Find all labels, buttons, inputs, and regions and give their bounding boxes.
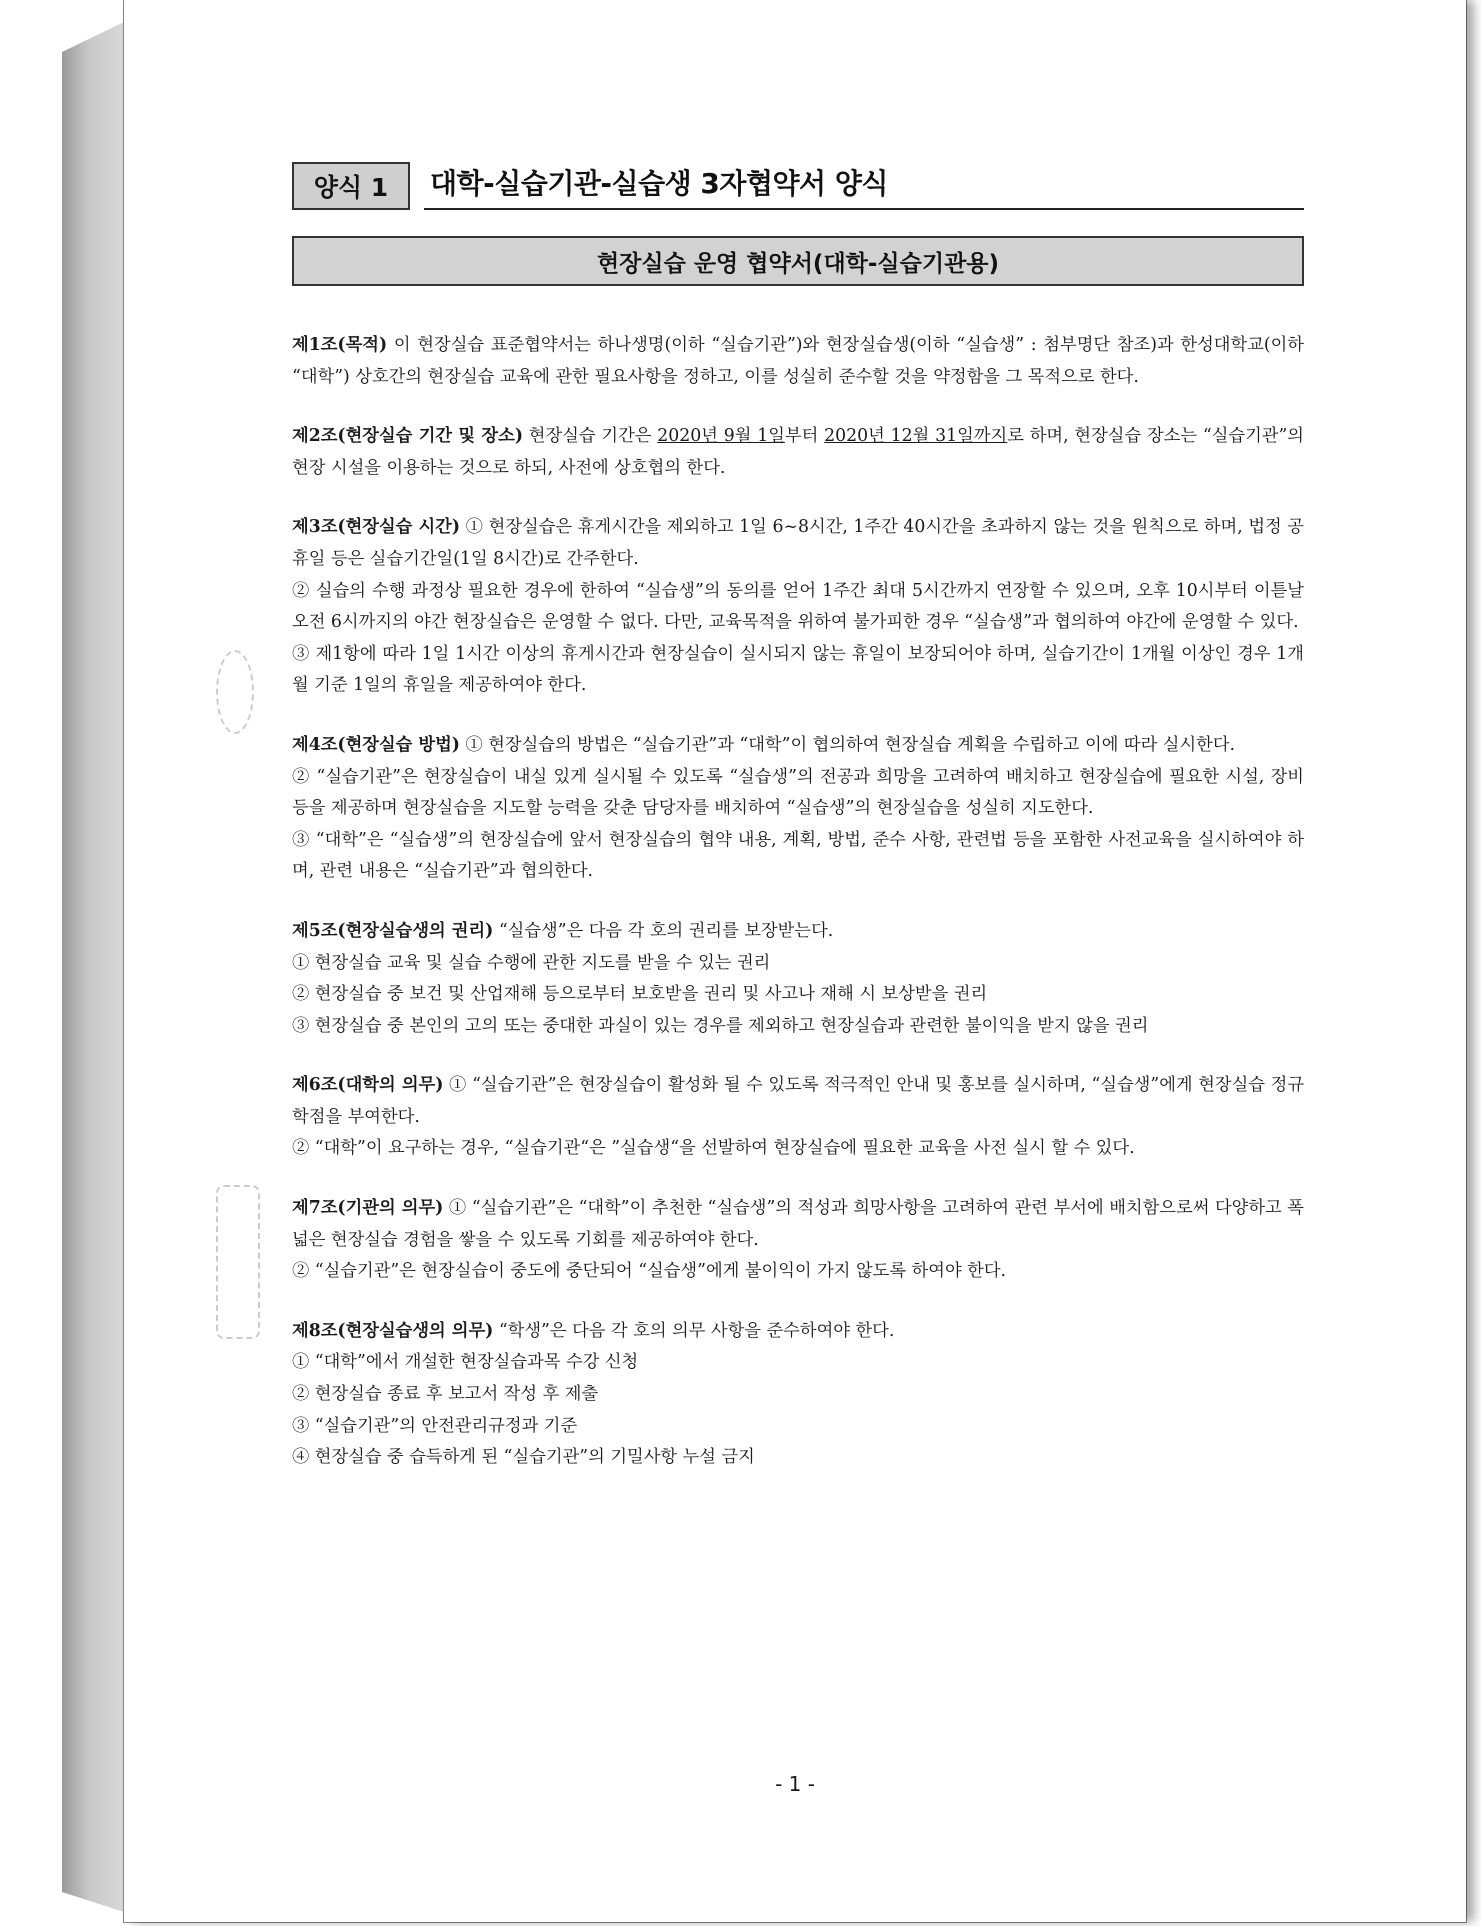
article-paragraph: ① “대학”에서 개설한 현장실습과목 수강 신청 (292, 1352, 639, 1373)
article-6 (292, 1070, 1304, 1165)
article-paragraph: ② 실습의 수행 과정상 필요한 경우에 한하여 “실습생”의 동의를 얻어 1주간 최대 5시간까지 연장할 수 있으며, 오후 10시부터 이튿날 오전 6시까지의 야간 현장실습은 운영할 수 없다. 다만, 교육목적을 위하여 불가피한 경우 “실습생”과 협의하여 야간에 운영할 수 있다. (292, 580, 1304, 633)
page-number: - 1 - (775, 1772, 815, 1796)
book-spine (62, 22, 124, 1912)
form-number-badge: 양식 1 (292, 162, 410, 210)
article-text: 부터 (784, 426, 825, 447)
articles (292, 330, 1304, 1474)
article-5 (292, 916, 1304, 1042)
form-title: 대학-실습기관-실습생 3자협약서 양식 (424, 162, 1304, 210)
article-text: ① 현장실습의 방법은 “실습기관”과 “대학”이 협의하여 현장실습 계획을 수립하고 이에 따라 실시한다. (459, 734, 1236, 755)
form-header (292, 160, 1304, 210)
article-7 (292, 1193, 1304, 1288)
article-paragraph: ④ 현장실습 중 습득하게 된 “실습기관”의 기밀사항 누설 금지 (292, 1447, 755, 1468)
article-paragraph: ② “실습기관”은 현장실습이 내실 있게 실시될 수 있도록 “실습생”의 전공과 희망을 고려하여 배치하고 현장실습에 필요한 시설, 장비 등을 제공하며 현장실습을 지도할 능력을 갖춘 담당자를 배치하여 “실습생”의 현장실습을 성실히 지도한다. (292, 766, 1304, 819)
article-text: “실습생”은 다음 각 호의 권리를 보장받는다. (493, 920, 834, 941)
article-heading: 제2조(현장실습 기간 및 장소) (292, 426, 523, 447)
article-paragraph: ③ “대학”은 “실습생”의 현장실습에 앞서 현장실습의 협약 내용, 계획, 방법, 준수 사항, 관련법 등을 포함한 사전교육을 실시하여야 하며, 관련 내용은 “실습기관”과 협의한다. (292, 829, 1304, 882)
article-paragraph: ② 현장실습 종료 후 보고서 작성 후 제출 (292, 1384, 599, 1405)
article-3 (292, 512, 1304, 702)
article-8 (292, 1316, 1304, 1474)
article-4 (292, 730, 1304, 888)
article-2 (292, 421, 1304, 484)
article-text: 로 하며, 현장실습 장소는 “실습기관”의 현장 시설을 이용하는 것으로 하되, 사전에 상호협의 한다. (292, 426, 1304, 478)
article-heading: 제3조(현장실습 시간) (292, 517, 461, 538)
article-text: ① 현장실습은 휴게시간을 제외하고 1일 6~8시간, 1주간 40시간을 초과하지 않는 것을 원칙으로 하며, 법정 공휴일 등은 실습기간일(1일 8시간)로 간주한다. (292, 517, 1304, 569)
article-heading: 제4조(현장실습 방법) (292, 734, 460, 755)
article-heading: 제5조(현장실습생의 권리) (292, 920, 494, 941)
article-text: 현장실습 기간은 (523, 426, 658, 447)
document-page (124, 0, 1466, 1922)
article-paragraph: ② “실습기관”은 현장실습이 중도에 중단되어 “실습생”에게 불이익이 가지 않도록 하여야 한다. (292, 1261, 1007, 1282)
article-text: ① “실습기관”은 현장실습이 활성화 될 수 있도록 적극적인 안내 및 홍보를 실시하며, “실습생”에게 현장실습 정규학점을 부여한다. (292, 1075, 1305, 1127)
article-text: “학생”은 다음 각 호의 의무 사항을 준수하여야 한다. (493, 1320, 895, 1341)
document-content (292, 160, 1304, 1474)
seal-stamp-mark (216, 650, 254, 734)
article-paragraph: ③ “실습기관”의 안전관리규정과 기준 (292, 1415, 578, 1436)
article-paragraph: ③ 제1항에 따라 1일 1시간 이상의 휴게시간과 현장실습이 실시되지 않는 휴일이 보장되어야 하며, 실습기간이 1개월 이상인 경우 1개월 기준 1일의 휴일을 제공하여야 한다. (292, 643, 1304, 696)
article-text: ① “실습기관”은 “대학”이 추천한 “실습생”의 적성과 희망사항을 고려하여 관련 부서에 배치함으로써 다양하고 폭넓은 현장실습 경험을 쌓을 수 있도록 기회를 제공하여야 한다. (292, 1198, 1304, 1250)
article-heading: 제6조(대학의 의무) (292, 1075, 444, 1096)
article-paragraph: ① 현장실습 교육 및 실습 수행에 관한 지도를 받을 수 있는 권리 (292, 952, 771, 973)
period-end-date: 2020년 12월 31일까지 (824, 426, 1008, 447)
article-heading: 제1조(목적) (292, 335, 388, 355)
article-text: 이 현장실습 표준협약서는 하나생명(이하 “실습기관”)와 현장실습생(이하 “실습생” : 첨부명단 참조)과 한성대학교(이하 “대학”) 상호간의 현장실습 교육에 관한 필요사항을 정하고, 이를 성실히 준수할 것을 약정함을 그 목적으로 한다. (292, 335, 1304, 387)
article-1 (292, 330, 1304, 393)
period-start-date: 2020년 9월 1일 (657, 426, 785, 447)
article-heading: 제7조(기관의 의무) (292, 1198, 444, 1219)
article-paragraph: ② 현장실습 중 보건 및 산업재해 등으로부터 보호받을 권리 및 사고나 재해 시 보상받을 권리 (292, 984, 988, 1005)
article-heading: 제8조(현장실습생의 의무) (292, 1320, 494, 1341)
seal-stamp-mark (216, 1185, 260, 1339)
document-title: 현장실습 운영 협약서(대학-실습기관용) (292, 236, 1304, 286)
article-paragraph: ③ 현장실습 중 본인의 고의 또는 중대한 과실이 있는 경우를 제외하고 현장실습과 관련한 불이익을 받지 않을 권리 (292, 1015, 1149, 1036)
article-paragraph: ② “대학”이 요구하는 경우, “실습기관“은 ”실습생“을 선발하여 현장실습에 필요한 교육을 사전 실시 할 수 있다. (292, 1138, 1135, 1159)
